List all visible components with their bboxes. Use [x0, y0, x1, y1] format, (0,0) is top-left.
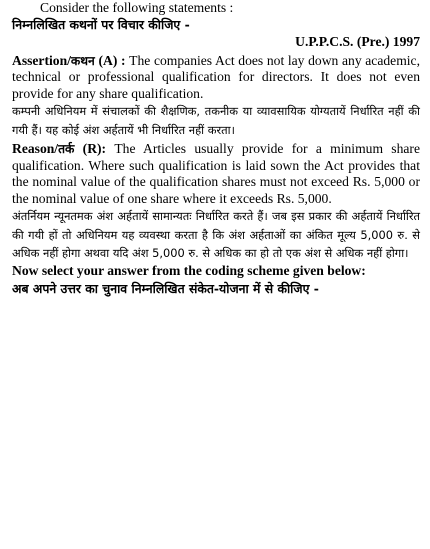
- assertion-body-en: The companies Act does not lay down any academic, technical or professional qualification for directors. It does not even provide for any share qualification.: [12, 52, 420, 101]
- exam-source: U.P.P.C.S. (Pre.) 1997: [295, 34, 420, 49]
- question-intro-hi: निम्नलिखित कथनों पर विचार कीजिए -: [12, 17, 190, 32]
- assertion-text-hi: कम्पनी अधिनियम में संचालकों की शैक्षणिक, तकनीक या व्यावसायिक योग्यतायें निर्धारित नहीं की गयी हैं। यह कोई अंश अर्हतायें भी निर्धारित नहीं करता।: [12, 104, 420, 137]
- assertion-text-en: [12, 53, 420, 103]
- instruction-text-en: Now select your answer from the coding scheme given below:: [12, 262, 366, 278]
- assertion-label: [12, 53, 126, 68]
- reason-text-hi: अंतर्नियम न्यूनतमक अंश अर्हतायें सामान्यतः निर्धारित करते हैं। जब इस प्रकार की अर्हतायें निर्धारित की गयी हों तो अधिनियम यह व्यवस्था करता है कि अंश अर्हताओं का अंकित मूल्य 5,000 रु. से अधिक नहीं होगा अथवा यदि अंश 5,000 रु. से अधिक का हो तो एक अंश से अधिक नहीं होगा।: [12, 209, 420, 261]
- question-intro-en: Consider the following statements :: [40, 0, 234, 15]
- reason-label: [12, 141, 106, 156]
- reason-label-tag: (R):: [74, 141, 107, 157]
- reason-body-en: The Articles usually provide for a minimum share qualification. Where such qualification is laid sown the Act provides that the nominal value of the qualification shares must not exceed Rs. 5,000 or the nominal value of one share where it exceeds Rs. 5,000.: [12, 141, 420, 206]
- reason-label-hi: तर्क: [58, 142, 75, 157]
- reason-text-en: [12, 141, 420, 207]
- instruction-text-hi: अब अपने उत्तर का चुनाव निम्नलिखित संकेत-योजना में से कीजिए -: [12, 281, 319, 297]
- assertion-label-en: Assertion/: [12, 52, 71, 68]
- reason-label-en: Reason/: [12, 141, 59, 157]
- assertion-label-hi: कथन: [70, 53, 95, 68]
- assertion-label-tag: (A) :: [94, 52, 126, 68]
